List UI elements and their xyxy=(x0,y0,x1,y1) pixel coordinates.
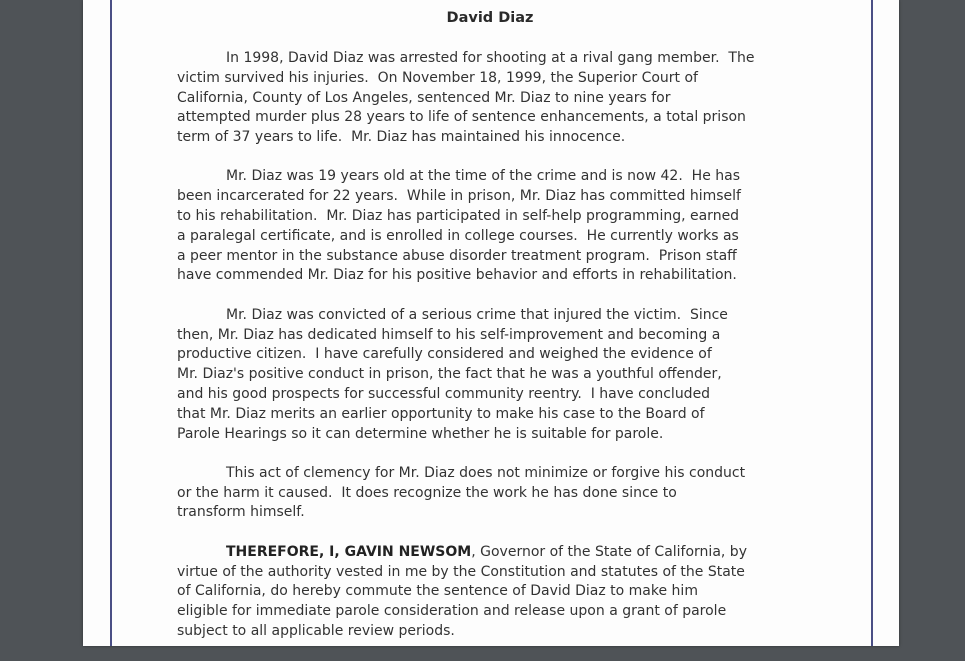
paragraph-line: have commended Mr. Diaz for his positive behavior and efforts in rehabilitation. xyxy=(177,267,737,284)
paragraph-line: been incarcerated for 22 years. While in prison, Mr. Diaz has committed himself xyxy=(177,188,741,205)
paragraph-line: eligible for immediate parole consideration and release upon a grant of parole xyxy=(177,603,727,620)
paragraph-line: a peer mentor in the substance abuse disorder treatment program. Prison staff xyxy=(177,247,737,264)
paragraph-line: attempted murder plus 28 years to life of sentence enhancements, a total prison xyxy=(177,109,746,126)
paragraph-line: transform himself. xyxy=(177,504,305,521)
paragraph-line: a paralegal certificate, and is enrolled in college courses. He currently works as xyxy=(177,227,739,244)
paragraph-line: and his good prospects for successful community reentry. I have concluded xyxy=(177,385,711,402)
paragraph-line: California, County of Los Angeles, sentenced Mr. Diaz to nine years for xyxy=(177,89,671,106)
paragraph-line: In 1998, David Diaz was arrested for shooting at a rival gang member. The xyxy=(226,50,755,66)
paragraph xyxy=(177,167,827,286)
line-text: , Governor of the State of California, by xyxy=(471,543,747,560)
paragraph xyxy=(177,464,827,523)
paragraph-line: Parole Hearings so it can determine whether he is suitable for parole. xyxy=(177,425,664,442)
paragraph-line: to his rehabilitation. Mr. Diaz has participated in self-help programming, earned xyxy=(177,208,740,225)
paragraph xyxy=(177,306,827,445)
paragraph-line xyxy=(177,543,827,563)
paragraph-line: This act of clemency for Mr. Diaz does not minimize or forgive his conduct xyxy=(226,464,746,481)
paragraph xyxy=(177,49,827,148)
paragraph-line: of California, do hereby commute the sentence of David Diaz to make him xyxy=(177,583,698,600)
document-body xyxy=(177,49,827,661)
paragraph-commutation xyxy=(177,543,827,642)
paragraph-line: or the harm it caused. It does recognize the work he has done since to xyxy=(177,484,677,501)
paragraph-line: Mr. Diaz's positive conduct in prison, the fact that he was a youthful offender, xyxy=(177,366,722,383)
document-page xyxy=(83,0,899,646)
paragraph-line: term of 37 years to life. Mr. Diaz has maintained his innocence. xyxy=(177,129,626,146)
page-border-right xyxy=(871,0,873,646)
paragraph-line: productive citizen. I have carefully considered and weighed the evidence of xyxy=(177,346,712,363)
paragraph-line: victim survived his injuries. On November 18, 1999, the Superior Court of xyxy=(177,69,698,86)
paragraph-line: virtue of the authority vested in me by the Constitution and statutes of the State xyxy=(177,563,745,580)
paragraph-line: Mr. Diaz was 19 years old at the time of the crime and is now 42. He has xyxy=(226,168,741,185)
paragraph-line: that Mr. Diaz merits an earlier opportunity to make his case to the Board of xyxy=(177,405,705,422)
page-border-left xyxy=(110,0,112,646)
paragraph-line: then, Mr. Diaz has dedicated himself to his self-improvement and becoming a xyxy=(177,326,721,343)
paragraph-line: Mr. Diaz was convicted of a serious crime that injured the victim. Since xyxy=(226,306,728,323)
governor-declaration: THEREFORE, I, GAVIN NEWSOM xyxy=(226,543,472,560)
document-title: David Diaz xyxy=(446,10,534,26)
paragraph-line: subject to all applicable review periods. xyxy=(177,622,455,639)
